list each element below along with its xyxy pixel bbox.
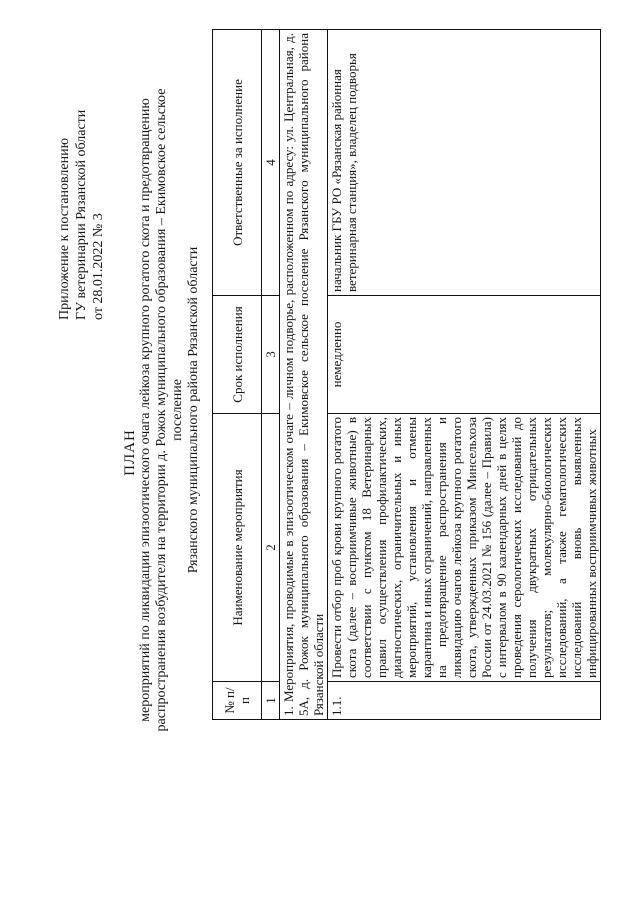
appendix-line-1: Приложение к постановлению <box>57 137 72 320</box>
column-number-row <box>262 30 280 720</box>
row-responsible: начальник ГБУ РО «Рязанская районная ветеринарная станция», владелец подворья <box>328 30 601 296</box>
header-num: № п/п <box>213 682 262 720</box>
appendix-line-3: от 28.01.2022 № 3 <box>91 213 106 320</box>
section-row <box>280 30 328 720</box>
plan-title: ПЛАН <box>122 429 138 476</box>
column-number: 4 <box>262 30 280 296</box>
appendix-line-2: ГУ ветеринарии Рязанской области <box>74 109 89 320</box>
column-number: 2 <box>262 414 280 682</box>
row-deadline: немедленно <box>328 296 601 414</box>
row-task: Провести отбор проб крови крупного рогатого скота (далее – восприимчивые животные) в соответствии с пунктом 18 Ветеринарных правил осуществления профилактических, диагностических, ограничительных и иных мероприятий, установления и отмены карантина и иных ограничений, направленных на предотвращение распространения и ликвидацию очагов лейкоза крупного рогатого скота, утвержденных приказом Минсельхоза России от 24.03.2021 № 156 (далее – Правила) с интервалом в 90 календарных дней в целях проведения серологических исследований до получения двукратных отрицательных результатов; молекулярно-биологических исследований, а также гематологических исследований вновь выявленных инфицированных восприимчивых животных <box>328 414 601 682</box>
section-title: 1. Мероприятия, проводимые в эпизоотическом очаге – личном подворье, расположенном по адресу: ул. Центральная, д. 5А, д. Рожок муниципального образования – Екимовское сельское поселение Рязанского муниципального района Рязанской области <box>280 30 328 720</box>
plan-table <box>212 29 601 720</box>
plan-subtitle <box>138 65 202 755</box>
header-deadline: Срок исполнения <box>213 296 262 414</box>
table-header-row <box>213 30 262 720</box>
table-row <box>328 30 601 720</box>
column-number: 1 <box>262 682 280 720</box>
appendix-header <box>56 30 107 320</box>
column-number: 3 <box>262 296 280 414</box>
plan-subtitle-line-3: Рязанского муниципального района Рязанской области <box>186 246 201 574</box>
plan-subtitle-line-1: мероприятий по ликвидации эпизоотического очага лейкоза крупного рогатого скота и предотвращению <box>138 98 153 722</box>
plan-subtitle-line-2: распространения возбудителя на территории д. Рожок муниципального образования – Екимовское сельское поселение <box>154 88 185 732</box>
header-responsible: Ответственные за исполнение <box>213 30 262 296</box>
row-num: 1.1. <box>328 682 601 720</box>
header-name: Наименование мероприятия <box>213 414 262 682</box>
